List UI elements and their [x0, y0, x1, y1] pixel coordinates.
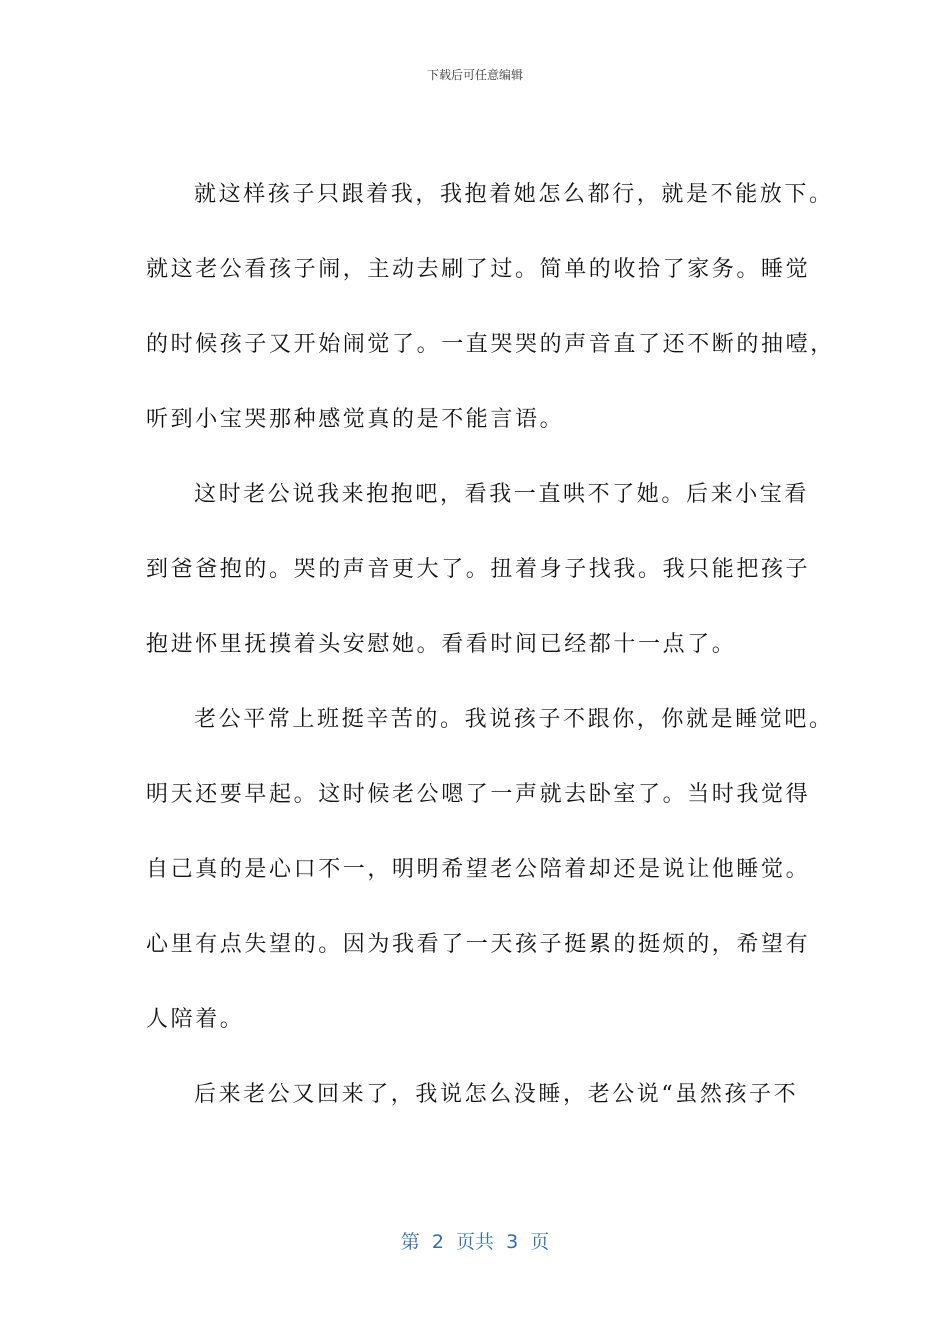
paragraph-line: 这时老公说我来抱抱吧，看我一直哄不了她。后来小宝看	[194, 482, 810, 507]
paragraph-line: 的时候孩子又开始闹觉了。一直哭哭的声音直了还不断的抽噎，	[146, 332, 835, 357]
page-header: 下载后可任意编辑	[426, 68, 523, 82]
page-number-footer: 第 2 页共 3 页	[400, 1231, 550, 1253]
paragraph-line: 明天还要早起。这时候老公嗯了一声就去卧室了。当时我觉得	[146, 782, 811, 807]
body-text	[146, 178, 835, 1153]
paragraph-line: 人陪着。	[146, 1007, 245, 1032]
paragraph-line: 就这老公看孩子闹，主动去刷了过。简单的收拾了家务。睡觉	[146, 257, 811, 282]
paragraph-line: 后来老公又回来了，我说怎么没睡，老公说“虽然孩子不	[194, 1082, 799, 1107]
paragraph-line: 到爸爸抱的。哭的声音更大了。扭着身子找我。我只能把孩子	[146, 557, 811, 582]
paragraph-line: 心里有点失望的。因为我看了一天孩子挺累的挺烦的，希望有	[146, 932, 811, 957]
paragraph-line: 就这样孩子只跟着我，我抱着她怎么都行，就是不能放下。	[194, 182, 834, 207]
paragraph-line: 听到小宝哭那种感觉真的是不能言语。	[146, 407, 565, 432]
paragraph-line: 老公平常上班挺辛苦的。我说孩子不跟你，你就是睡觉吧。	[194, 707, 834, 732]
paragraph-line: 抱进怀里抚摸着头安慰她。看看时间已经都十一点了。	[146, 632, 737, 657]
paragraph-line: 自己真的是心口不一，明明希望老公陪着却还是说让他睡觉。	[146, 857, 811, 882]
